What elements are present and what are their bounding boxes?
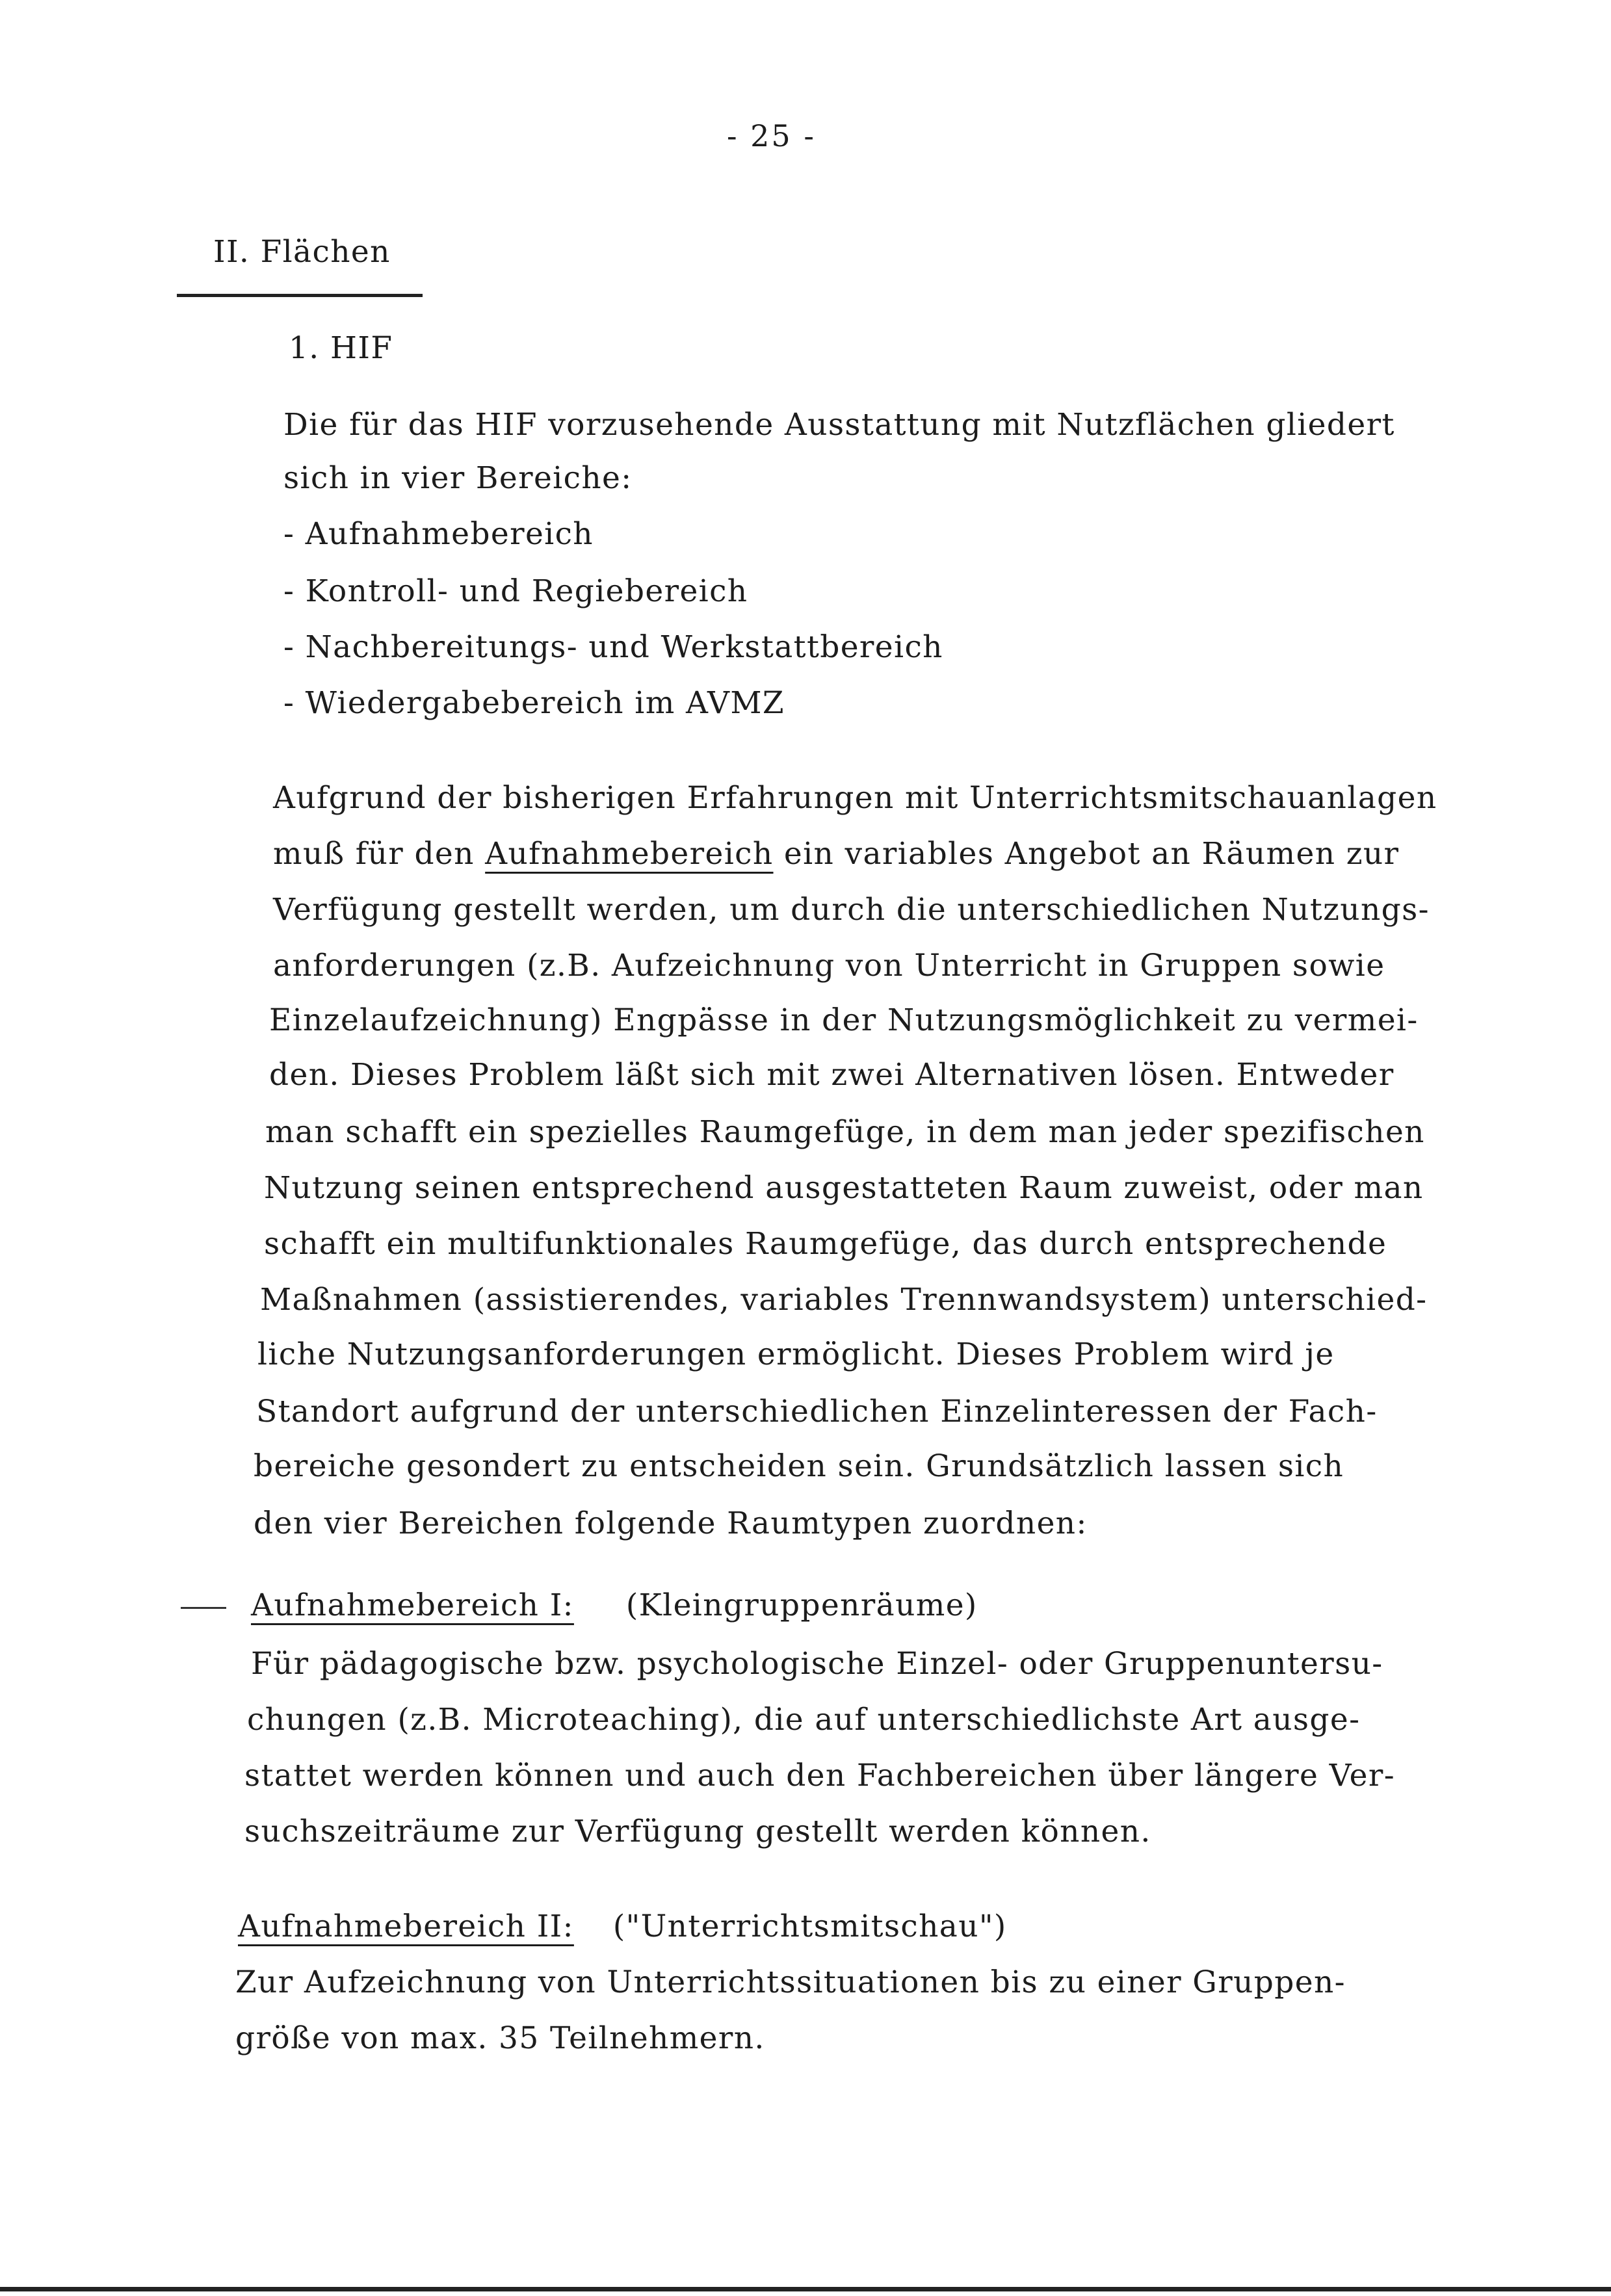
section-underline <box>177 294 423 297</box>
paragraph-line: anforderungen (z.B. Aufzeichnung von Unterricht in Gruppen sowie <box>273 948 1385 984</box>
paragraph-line: Einzelaufzeichnung) Engpässe in der Nutzungsmöglichkeit zu vermei- <box>269 1002 1419 1038</box>
paragraph-line: liche Nutzungsanforderungen ermöglicht. Dieses Problem wird je <box>257 1337 1335 1372</box>
paragraph-line: Aufgrund der bisherigen Erfahrungen mit Unterrichtsmitschauanlagen <box>273 780 1437 816</box>
intro-line: sich in vier Bereiche: <box>283 460 633 496</box>
list-item: - Nachbereitungs- und Werkstattbereich <box>283 629 943 665</box>
area2-line: größe von max. 35 Teilnehmern. <box>235 2020 765 2056</box>
subsection-heading: 1. HIF <box>289 330 393 366</box>
paragraph-line: schafft ein multifunktionales Raumgefüge, das durch entsprechende <box>264 1226 1387 1262</box>
intro-line: Die für das HIF vorzusehende Ausstattung mit Nutzflächen gliedert <box>283 407 1395 443</box>
area1-heading-line <box>251 1586 978 1625</box>
list-item: - Aufnahmebereich <box>283 516 594 552</box>
paragraph-line: Standort aufgrund der unterschiedlichen Einzelinteressen der Fach- <box>256 1394 1378 1429</box>
area2-subtitle: ("Unterrichtsmitschau") <box>612 1909 1007 1944</box>
paragraph-line: Verfügung gestellt werden, um durch die unterschiedlichen Nutzungs- <box>273 892 1430 928</box>
page-number: - 25 - <box>727 118 816 153</box>
aufnahmebereich-term: Aufnahmebereich <box>485 836 774 872</box>
area1-line: Für pädagogische bzw. psychologische Einzel- oder Gruppenuntersu- <box>251 1646 1383 1682</box>
paragraph-line: bereiche gesondert zu entscheiden sein. Grundsätzlich lassen sich <box>254 1448 1344 1484</box>
margin-marker <box>181 1607 226 1609</box>
area2-heading-line <box>238 1907 1007 1946</box>
area2-line: Zur Aufzeichnung von Unterrichtssituationen bis zu einer Gruppen- <box>235 1964 1346 2000</box>
paragraph-text: ein variables Angebot an Räumen zur <box>773 836 1400 872</box>
section-heading: II. Flächen <box>213 234 391 270</box>
area2-heading: Aufnahmebereich II: <box>238 1909 574 1944</box>
area1-line: stattet werden können und auch den Fachbereichen über längere Ver- <box>244 1758 1395 1794</box>
area1-line: chungen (z.B. Microteaching), die auf unterschiedlichste Art ausge- <box>247 1702 1361 1738</box>
paragraph-line: man schafft ein spezielles Raumgefüge, in dem man jeder spezifischen <box>265 1114 1425 1150</box>
area1-subtitle: (Kleingruppenräume) <box>625 1587 978 1623</box>
paragraph-text: muß für den <box>273 836 486 872</box>
list-item: - Kontroll- und Regiebereich <box>283 573 748 609</box>
paragraph-line <box>273 835 1399 874</box>
paragraph-line: Nutzung seinen entsprechend ausgestatteten Raum zuweist, oder man <box>264 1170 1424 1206</box>
bottom-edge-rule <box>0 2287 1611 2291</box>
paragraph-line: Maßnahmen (assistierendes, variables Trennwandsystem) unterschied- <box>260 1282 1428 1318</box>
paragraph-line: den vier Bereichen folgende Raumtypen zuordnen: <box>254 1506 1088 1541</box>
area1-heading: Aufnahmebereich I: <box>251 1587 574 1623</box>
area1-line: suchszeiträume zur Verfügung gestellt werden können. <box>244 1814 1151 1849</box>
paragraph-line: den. Dieses Problem läßt sich mit zwei Alternativen lösen. Entweder <box>269 1057 1395 1093</box>
list-item: - Wiedergabebereich im AVMZ <box>283 685 785 721</box>
